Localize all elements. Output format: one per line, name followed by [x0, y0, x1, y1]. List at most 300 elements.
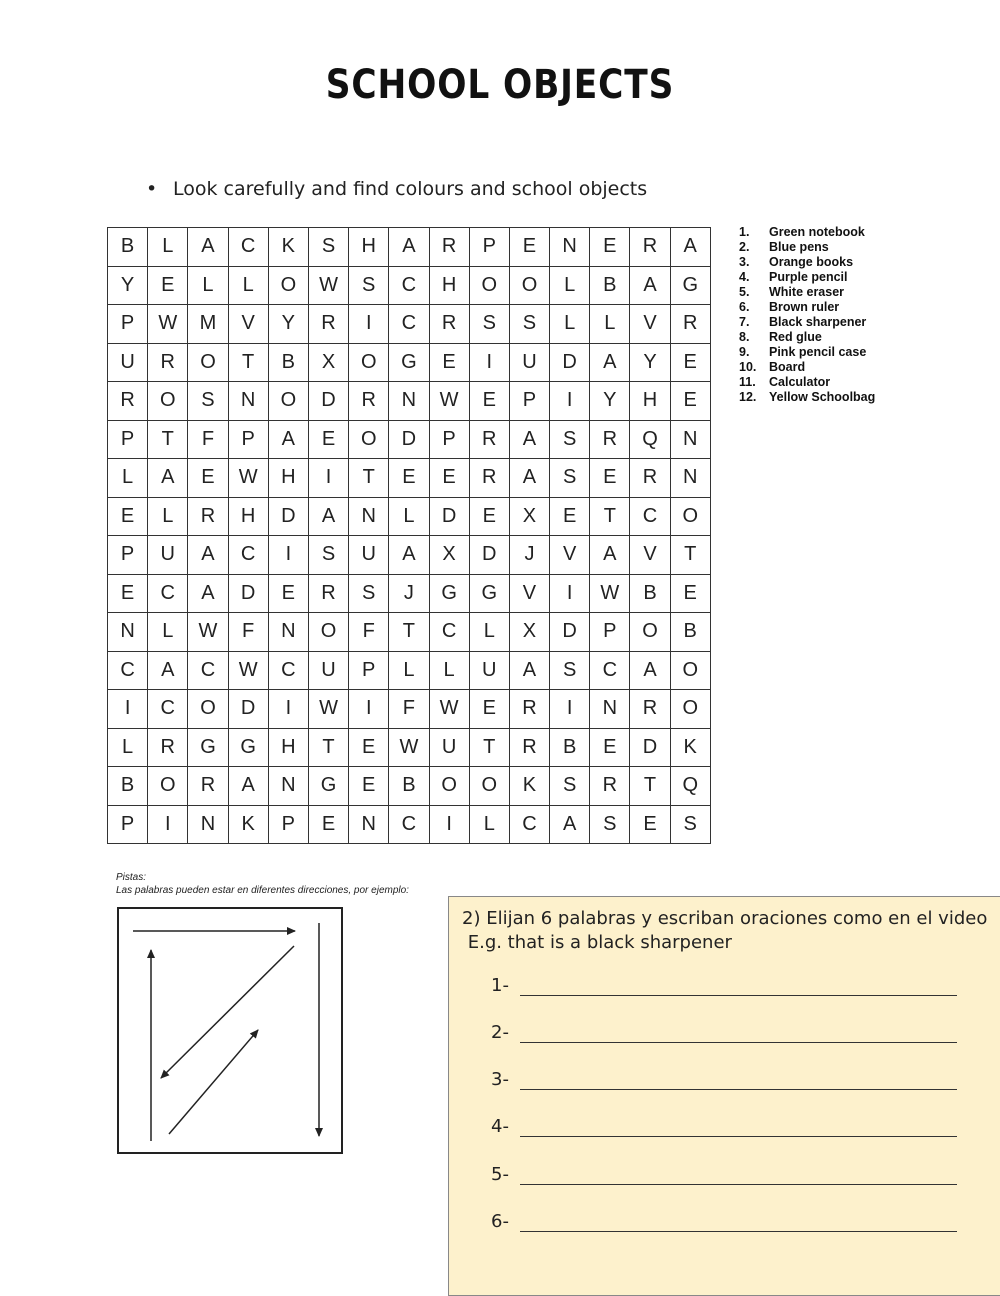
grid-cell[interactable]: E: [509, 228, 549, 267]
hints-label: Pistas:: [116, 872, 147, 883]
grid-row: [108, 574, 711, 613]
word-list-item: [739, 300, 875, 315]
grid-cell[interactable]: O: [188, 690, 228, 729]
answer-blank[interactable]: [520, 1164, 957, 1185]
grid-cell[interactable]: A: [590, 343, 630, 382]
grid-cell[interactable]: E: [469, 690, 509, 729]
grid-cell[interactable]: B: [670, 613, 710, 652]
arrow-up-right: [169, 1030, 258, 1134]
grid-cell[interactable]: C: [148, 690, 188, 729]
grid-cell[interactable]: K: [670, 728, 710, 767]
grid-cell[interactable]: X: [429, 536, 469, 575]
grid-cell[interactable]: L: [148, 497, 188, 536]
word-text: Calculator: [769, 375, 831, 389]
grid-cell[interactable]: D: [429, 497, 469, 536]
grid-cell[interactable]: U: [469, 651, 509, 690]
grid-cell[interactable]: O: [268, 382, 308, 421]
grid-cell[interactable]: B: [550, 728, 590, 767]
grid-cell[interactable]: U: [108, 343, 148, 382]
grid-cell[interactable]: I: [349, 305, 389, 344]
grid-cell[interactable]: N: [268, 767, 308, 806]
grid-cell[interactable]: D: [389, 420, 429, 459]
grid-cell[interactable]: R: [630, 228, 670, 267]
grid-cell[interactable]: E: [148, 266, 188, 305]
grid-cell[interactable]: B: [108, 228, 148, 267]
grid-cell[interactable]: E: [429, 343, 469, 382]
grid-cell[interactable]: L: [550, 266, 590, 305]
word-list-item: [739, 390, 875, 405]
grid-cell[interactable]: C: [188, 651, 228, 690]
grid-cell[interactable]: A: [389, 228, 429, 267]
grid-cell[interactable]: N: [590, 690, 630, 729]
grid-cell[interactable]: O: [148, 767, 188, 806]
grid-cell[interactable]: O: [349, 420, 389, 459]
word-list-item: [739, 240, 875, 255]
word-list-item: [739, 330, 875, 345]
grid-cell[interactable]: S: [308, 536, 348, 575]
grid-cell[interactable]: S: [590, 805, 630, 844]
grid-cell[interactable]: C: [228, 228, 268, 267]
word-number: 12.: [739, 390, 757, 404]
grid-cell[interactable]: R: [509, 728, 549, 767]
grid-cell[interactable]: E: [389, 459, 429, 498]
grid-cell[interactable]: U: [349, 536, 389, 575]
word-text: Orange books: [769, 255, 854, 269]
grid-cell[interactable]: W: [429, 690, 469, 729]
grid-cell[interactable]: I: [550, 382, 590, 421]
grid-cell[interactable]: Q: [630, 420, 670, 459]
grid-cell[interactable]: E: [188, 459, 228, 498]
grid-cell[interactable]: F: [349, 613, 389, 652]
grid-cell[interactable]: E: [590, 228, 630, 267]
grid-cell[interactable]: R: [469, 459, 509, 498]
word-number: 5.: [739, 285, 750, 299]
grid-cell[interactable]: N: [670, 459, 710, 498]
grid-cell[interactable]: I: [550, 574, 590, 613]
word-list-item: [739, 345, 875, 360]
grid-cell[interactable]: K: [509, 767, 549, 806]
grid-cell[interactable]: P: [108, 536, 148, 575]
grid-cell[interactable]: R: [429, 305, 469, 344]
grid-cell[interactable]: L: [389, 651, 429, 690]
grid-row: [108, 266, 711, 305]
grid-cell[interactable]: L: [188, 266, 228, 305]
grid-cell[interactable]: W: [188, 613, 228, 652]
grid-cell[interactable]: A: [509, 651, 549, 690]
answer-line: [491, 1116, 957, 1137]
grid-cell[interactable]: C: [590, 651, 630, 690]
grid-cell[interactable]: F: [228, 613, 268, 652]
grid-cell[interactable]: E: [550, 497, 590, 536]
grid-cell[interactable]: O: [429, 767, 469, 806]
grid-cell[interactable]: R: [308, 574, 348, 613]
grid-cell[interactable]: W: [148, 305, 188, 344]
grid-cell[interactable]: Y: [108, 266, 148, 305]
grid-cell[interactable]: J: [389, 574, 429, 613]
grid-row: [108, 420, 711, 459]
grid-cell[interactable]: A: [188, 228, 228, 267]
grid-cell[interactable]: A: [590, 536, 630, 575]
grid-row: [108, 767, 711, 806]
grid-cell[interactable]: P: [108, 420, 148, 459]
grid-cell[interactable]: O: [469, 767, 509, 806]
grid-cell[interactable]: W: [228, 459, 268, 498]
word-list-item: [739, 270, 875, 285]
grid-cell[interactable]: C: [389, 805, 429, 844]
word-text: Pink pencil case: [769, 345, 867, 359]
grid-cell[interactable]: E: [429, 459, 469, 498]
grid-cell[interactable]: E: [108, 497, 148, 536]
grid-cell[interactable]: G: [670, 266, 710, 305]
grid-cell[interactable]: L: [469, 613, 509, 652]
grid-cell[interactable]: R: [108, 382, 148, 421]
grid-cell[interactable]: U: [148, 536, 188, 575]
grid-cell[interactable]: Q: [670, 767, 710, 806]
grid-cell[interactable]: L: [148, 613, 188, 652]
grid-cell[interactable]: F: [389, 690, 429, 729]
grid-cell[interactable]: C: [268, 651, 308, 690]
writing-task-box: [448, 896, 1000, 1296]
grid-cell[interactable]: D: [228, 690, 268, 729]
grid-cell[interactable]: C: [429, 613, 469, 652]
grid-cell[interactable]: U: [509, 343, 549, 382]
grid-cell[interactable]: O: [308, 613, 348, 652]
grid-cell[interactable]: T: [349, 459, 389, 498]
grid-cell[interactable]: I: [148, 805, 188, 844]
grid-cell[interactable]: N: [268, 613, 308, 652]
grid-cell[interactable]: P: [108, 305, 148, 344]
grid-cell[interactable]: E: [670, 382, 710, 421]
grid-cell[interactable]: P: [108, 805, 148, 844]
word-text: Purple pencil: [769, 270, 848, 284]
grid-cell[interactable]: N: [389, 382, 429, 421]
grid-cell[interactable]: I: [268, 690, 308, 729]
grid-cell[interactable]: N: [108, 613, 148, 652]
grid-cell[interactable]: M: [188, 305, 228, 344]
grid-cell[interactable]: S: [349, 574, 389, 613]
grid-cell[interactable]: L: [108, 459, 148, 498]
grid-cell[interactable]: P: [509, 382, 549, 421]
grid-cell[interactable]: A: [148, 651, 188, 690]
grid-cell[interactable]: L: [228, 266, 268, 305]
grid-cell[interactable]: S: [308, 228, 348, 267]
grid-row: [108, 497, 711, 536]
grid-cell[interactable]: X: [308, 343, 348, 382]
grid-cell[interactable]: G: [188, 728, 228, 767]
grid-cell[interactable]: R: [630, 690, 670, 729]
grid-cell[interactable]: N: [349, 497, 389, 536]
answer-blank[interactable]: [520, 1022, 957, 1043]
grid-cell[interactable]: A: [550, 805, 590, 844]
grid-cell[interactable]: P: [469, 228, 509, 267]
grid-cell[interactable]: E: [349, 728, 389, 767]
grid-cell[interactable]: U: [308, 651, 348, 690]
word-number: 11.: [739, 375, 756, 389]
grid-cell[interactable]: N: [228, 382, 268, 421]
grid-cell[interactable]: E: [670, 343, 710, 382]
grid-cell[interactable]: N: [349, 805, 389, 844]
grid-cell[interactable]: L: [550, 305, 590, 344]
grid-cell[interactable]: L: [148, 228, 188, 267]
word-search-grid: [107, 227, 711, 844]
grid-row: [108, 728, 711, 767]
grid-cell[interactable]: R: [148, 728, 188, 767]
arrow-down-left: [161, 946, 294, 1078]
instruction: [146, 178, 647, 200]
answer-number: 4-: [491, 1116, 509, 1137]
grid-cell[interactable]: P: [349, 651, 389, 690]
grid-cell[interactable]: T: [630, 767, 670, 806]
grid-cell[interactable]: H: [228, 497, 268, 536]
grid-cell[interactable]: C: [148, 574, 188, 613]
grid-cell[interactable]: G: [429, 574, 469, 613]
grid-cell[interactable]: E: [308, 805, 348, 844]
grid-cell[interactable]: O: [188, 343, 228, 382]
grid-cell[interactable]: A: [630, 266, 670, 305]
grid-cell[interactable]: R: [429, 228, 469, 267]
grid-cell[interactable]: R: [469, 420, 509, 459]
grid-cell[interactable]: N: [670, 420, 710, 459]
grid-cell[interactable]: T: [308, 728, 348, 767]
grid-cell[interactable]: D: [550, 613, 590, 652]
grid-cell[interactable]: N: [188, 805, 228, 844]
grid-cell[interactable]: P: [228, 420, 268, 459]
grid-cell[interactable]: E: [590, 728, 630, 767]
grid-cell[interactable]: L: [389, 497, 429, 536]
grid-cell[interactable]: E: [469, 382, 509, 421]
grid-cell[interactable]: R: [188, 497, 228, 536]
grid-cell[interactable]: I: [429, 805, 469, 844]
grid-cell[interactable]: O: [268, 266, 308, 305]
grid-cell[interactable]: X: [509, 497, 549, 536]
grid-cell[interactable]: R: [349, 382, 389, 421]
grid-cell[interactable]: C: [630, 497, 670, 536]
grid-cell[interactable]: V: [509, 574, 549, 613]
grid-cell[interactable]: V: [228, 305, 268, 344]
grid-cell[interactable]: R: [630, 459, 670, 498]
grid-cell[interactable]: B: [389, 767, 429, 806]
grid-cell[interactable]: H: [429, 266, 469, 305]
grid-cell[interactable]: A: [268, 420, 308, 459]
grid-cell[interactable]: T: [670, 536, 710, 575]
grid-cell[interactable]: E: [590, 459, 630, 498]
grid-cell[interactable]: W: [389, 728, 429, 767]
word-number: 9.: [739, 345, 750, 359]
grid-cell[interactable]: B: [268, 343, 308, 382]
grid-cell[interactable]: V: [630, 305, 670, 344]
grid-cell[interactable]: H: [630, 382, 670, 421]
task-instructions: [462, 907, 987, 955]
grid-cell[interactable]: S: [670, 805, 710, 844]
word-text: Blue pens: [769, 240, 829, 254]
grid-cell[interactable]: W: [429, 382, 469, 421]
grid-cell[interactable]: C: [509, 805, 549, 844]
grid-row: [108, 690, 711, 729]
word-list: [739, 225, 875, 405]
grid-cell[interactable]: A: [389, 536, 429, 575]
word-text: White eraser: [769, 285, 845, 299]
grid-cell[interactable]: E: [308, 420, 348, 459]
grid-cell[interactable]: T: [469, 728, 509, 767]
grid-cell[interactable]: T: [389, 613, 429, 652]
grid-cell[interactable]: G: [228, 728, 268, 767]
grid-cell[interactable]: I: [308, 459, 348, 498]
grid-cell[interactable]: C: [389, 266, 429, 305]
grid-cell[interactable]: S: [550, 651, 590, 690]
grid-cell[interactable]: F: [188, 420, 228, 459]
word-number: 8.: [739, 330, 750, 344]
grid-cell[interactable]: Y: [268, 305, 308, 344]
answer-blank[interactable]: [520, 975, 957, 996]
grid-cell[interactable]: I: [550, 690, 590, 729]
grid-cell[interactable]: A: [509, 459, 549, 498]
word-number: 10.: [739, 360, 757, 374]
grid-row: [108, 343, 711, 382]
page-title: SCHOOL OBJECTS: [325, 62, 675, 108]
answer-blank[interactable]: [520, 1116, 957, 1137]
grid-cell[interactable]: Y: [630, 343, 670, 382]
grid-cell[interactable]: R: [308, 305, 348, 344]
grid-cell[interactable]: A: [188, 536, 228, 575]
grid-cell[interactable]: C: [108, 651, 148, 690]
hints-text: Las palabras pueden estar en diferentes direcciones, por ejemplo:: [116, 885, 409, 896]
answer-number: 6-: [491, 1211, 509, 1232]
answer-number: 2-: [491, 1022, 509, 1043]
grid-cell[interactable]: I: [469, 343, 509, 382]
grid-cell[interactable]: R: [590, 767, 630, 806]
grid-cell[interactable]: R: [188, 767, 228, 806]
grid-cell[interactable]: V: [630, 536, 670, 575]
grid-cell[interactable]: D: [469, 536, 509, 575]
word-number: 1.: [739, 225, 750, 239]
grid-cell[interactable]: O: [670, 497, 710, 536]
grid-cell[interactable]: L: [108, 728, 148, 767]
grid-cell[interactable]: G: [469, 574, 509, 613]
grid-cell[interactable]: E: [630, 805, 670, 844]
grid-cell[interactable]: R: [148, 343, 188, 382]
grid-cell[interactable]: D: [228, 574, 268, 613]
grid-row: [108, 651, 711, 690]
grid-cell[interactable]: S: [469, 305, 509, 344]
grid-cell[interactable]: A: [670, 228, 710, 267]
grid-cell[interactable]: D: [550, 343, 590, 382]
grid-cell[interactable]: A: [308, 497, 348, 536]
grid-cell[interactable]: L: [590, 305, 630, 344]
grid-cell[interactable]: R: [670, 305, 710, 344]
grid-cell[interactable]: D: [630, 728, 670, 767]
word-list-item: [739, 360, 875, 375]
grid-cell[interactable]: A: [188, 574, 228, 613]
grid-cell[interactable]: O: [509, 266, 549, 305]
grid-cell[interactable]: C: [228, 536, 268, 575]
word-number: 3.: [739, 255, 750, 269]
grid-cell[interactable]: O: [670, 690, 710, 729]
grid-cell[interactable]: S: [550, 459, 590, 498]
grid-cell[interactable]: W: [228, 651, 268, 690]
grid-cell[interactable]: D: [308, 382, 348, 421]
grid-cell[interactable]: E: [349, 767, 389, 806]
grid-cell[interactable]: K: [268, 228, 308, 267]
grid-cell[interactable]: O: [148, 382, 188, 421]
grid-cell[interactable]: S: [550, 767, 590, 806]
grid-cell[interactable]: S: [349, 266, 389, 305]
grid-cell[interactable]: J: [509, 536, 549, 575]
grid-cell[interactable]: O: [469, 266, 509, 305]
grid-cell[interactable]: I: [268, 536, 308, 575]
grid-cell[interactable]: R: [590, 420, 630, 459]
word-text: Brown ruler: [769, 300, 840, 314]
direction-example-box: [117, 907, 343, 1154]
grid-cell[interactable]: K: [228, 805, 268, 844]
grid-cell[interactable]: T: [590, 497, 630, 536]
grid-cell[interactable]: W: [590, 574, 630, 613]
grid-cell[interactable]: L: [429, 651, 469, 690]
grid-cell[interactable]: W: [308, 690, 348, 729]
grid-cell[interactable]: D: [268, 497, 308, 536]
grid-cell[interactable]: R: [509, 690, 549, 729]
grid-cell[interactable]: B: [108, 767, 148, 806]
grid-cell[interactable]: P: [268, 805, 308, 844]
grid-cell[interactable]: O: [630, 613, 670, 652]
grid-cell[interactable]: A: [630, 651, 670, 690]
grid-cell[interactable]: E: [108, 574, 148, 613]
grid-cell[interactable]: B: [630, 574, 670, 613]
grid-cell[interactable]: P: [429, 420, 469, 459]
grid-row: [108, 613, 711, 652]
word-number: 2.: [739, 240, 750, 254]
grid-cell[interactable]: Y: [590, 382, 630, 421]
grid-cell[interactable]: E: [268, 574, 308, 613]
grid-cell[interactable]: G: [308, 767, 348, 806]
grid-cell[interactable]: H: [349, 228, 389, 267]
grid-cell[interactable]: X: [509, 613, 549, 652]
grid-cell[interactable]: H: [268, 728, 308, 767]
grid-cell[interactable]: C: [389, 305, 429, 344]
grid-row: [108, 805, 711, 844]
answer-blank[interactable]: [520, 1069, 957, 1090]
grid-cell[interactable]: N: [550, 228, 590, 267]
grid-cell[interactable]: O: [349, 343, 389, 382]
grid-cell[interactable]: A: [509, 420, 549, 459]
grid-cell[interactable]: O: [670, 651, 710, 690]
grid-cell[interactable]: E: [670, 574, 710, 613]
grid-cell[interactable]: E: [469, 497, 509, 536]
grid-cell[interactable]: L: [469, 805, 509, 844]
grid-cell[interactable]: G: [389, 343, 429, 382]
grid-cell[interactable]: S: [550, 420, 590, 459]
grid-cell[interactable]: B: [590, 266, 630, 305]
grid-cell[interactable]: H: [268, 459, 308, 498]
grid-cell[interactable]: S: [509, 305, 549, 344]
grid-cell[interactable]: W: [308, 266, 348, 305]
grid-cell[interactable]: T: [148, 420, 188, 459]
grid-cell[interactable]: I: [108, 690, 148, 729]
word-text: Yellow Schoolbag: [769, 390, 876, 404]
grid-cell[interactable]: I: [349, 690, 389, 729]
grid-cell[interactable]: V: [550, 536, 590, 575]
grid-row: [108, 228, 711, 267]
grid-cell[interactable]: A: [148, 459, 188, 498]
grid-cell[interactable]: T: [228, 343, 268, 382]
grid-cell[interactable]: S: [188, 382, 228, 421]
grid-cell[interactable]: A: [228, 767, 268, 806]
answer-line: [491, 1069, 957, 1090]
answer-line: [491, 1022, 957, 1043]
word-number: 7.: [739, 315, 750, 329]
answer-blank[interactable]: [520, 1211, 957, 1232]
grid-cell[interactable]: U: [429, 728, 469, 767]
grid-cell[interactable]: P: [590, 613, 630, 652]
